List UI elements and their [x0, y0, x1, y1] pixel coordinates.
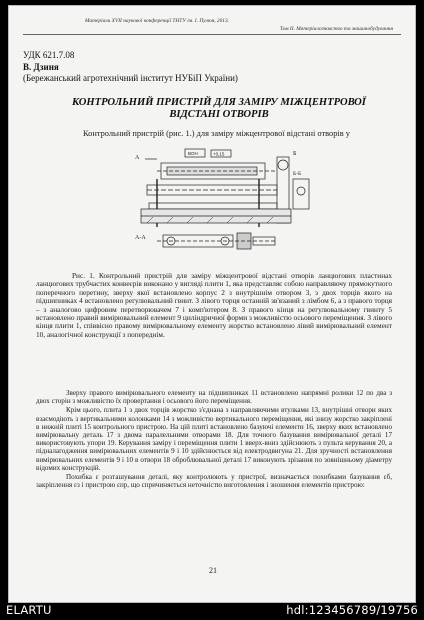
caption-text: Рис. 1. Контрольний пристрій для заміру міжцентрової відстані отворів ланцюгових пластинах ланцюгових трубчастих конвеєрів виконано у вигляді плити 1, яка представляє собою направляючу прямокутного поперечного перетину, зверху якої встановлено корпус 2 з внутрішнім отвором 3, з двох торців якого на підшипниках 4 встановлено регулювальний гвинт. З лівого торця останній зв'язаний з лімбом 6, а з правого торця – з аналогово цифровим перетворювачем 7 і комп'ютером 8. З правого кінця на регулювальному гвинту 5 встановлено правий вимірювальний елемент 9 циліндричної форми з можливістю осьового переміщення. З лівого кінця плити 1, співвісно правому вимірювальному елементу жорстко встановлено лівий вимірювальний елемент 10, аналогічної конструкції з попереднім.	[36, 271, 392, 339]
author-affiliation: (Бережанський агротехнічний інститут НУБіП України)	[23, 73, 238, 83]
box-boh-label: BOH	[188, 151, 198, 156]
author-name: В. Дзиня	[23, 62, 59, 72]
running-header-volume: Том II. Матеріалознавство та машинобудування	[279, 26, 393, 32]
paragraph: Зверху правого вимірювального елементу на підшипниках 11 встановлено напрямні ролики 12 по два з двох сторін з можливістю їх провертання і осьового його переміщення.	[36, 389, 392, 406]
handle-id: hdl:123456789/19756	[286, 603, 418, 617]
body-text	[36, 389, 392, 490]
intro-line: Контрольний пристрій (рис. 1.) для заміру міжцентрової відстані отворів у	[83, 129, 350, 138]
article-title: КОНТРОЛЬНИЙ ПРИСТРІЙ ДЛЯ ЗАМІРУ МІЖЦЕНТРОВОЇ ВІДСТАНІ ОТВОРІВ	[72, 97, 366, 120]
device-drawing	[127, 145, 313, 257]
label-b: Б	[293, 151, 297, 157]
paragraph: Похибка ε розташування деталі, яку контролюють у пристрої, визначається похибками базування εб, закріплення εз і пристрою εпр, що спричиняється неточністю виготовлення і зношення елементів пристрою:	[36, 473, 392, 490]
paragraph: Крім цього, плита 1 з двох торців жорстко з'єднана з направляючими втулками 13, внутрішні отвори яких взаємодіють з вертикальними колонками 14 з можливістю вертикального переміщення, які знизу жорстко закріплені в нижній плиті 15 контрольного пристрою. На цій плиті встановлено базуючі елементи 16, зверху яких встановлено вимірювальну деталь 17 з двома паралельними отворами 18. Для точного базування вимірювальної деталі 17 використовують упори 19. Керування заміру і переміщення плити 1 вверх-вниз здійснюють з пульта керування 20, а підналагодження вимірювальних елементів 9 і 10 здійснюється від електродвигуна 21. Для зручності встановлення вимірювальних елементів 9 і 10 в отвори 18 оброблювальної деталі 17 виконують зрізання по зовнішньому діаметру відомих конструкцій.	[36, 406, 392, 472]
lower-view-body	[163, 235, 233, 247]
repository-label: ELARTU	[6, 603, 52, 617]
document-page	[8, 5, 416, 603]
udk-code: УДК 621.7.08	[23, 50, 75, 60]
header-rule	[23, 34, 401, 35]
box-tolerance-label: +0,15	[213, 151, 225, 157]
label-bb: Б-Б	[293, 171, 302, 177]
lower-plate	[149, 203, 277, 209]
figure-caption	[36, 272, 392, 339]
label-a: А	[135, 155, 140, 161]
limb-circle	[278, 160, 288, 170]
page-number: 21	[209, 566, 217, 575]
running-header-conference: Матеріали XVII наукової конференції ТНТУ ім. І. Пулюя, 2013.	[85, 18, 230, 24]
side-view	[293, 179, 309, 209]
label-aa: А-А	[135, 235, 146, 241]
